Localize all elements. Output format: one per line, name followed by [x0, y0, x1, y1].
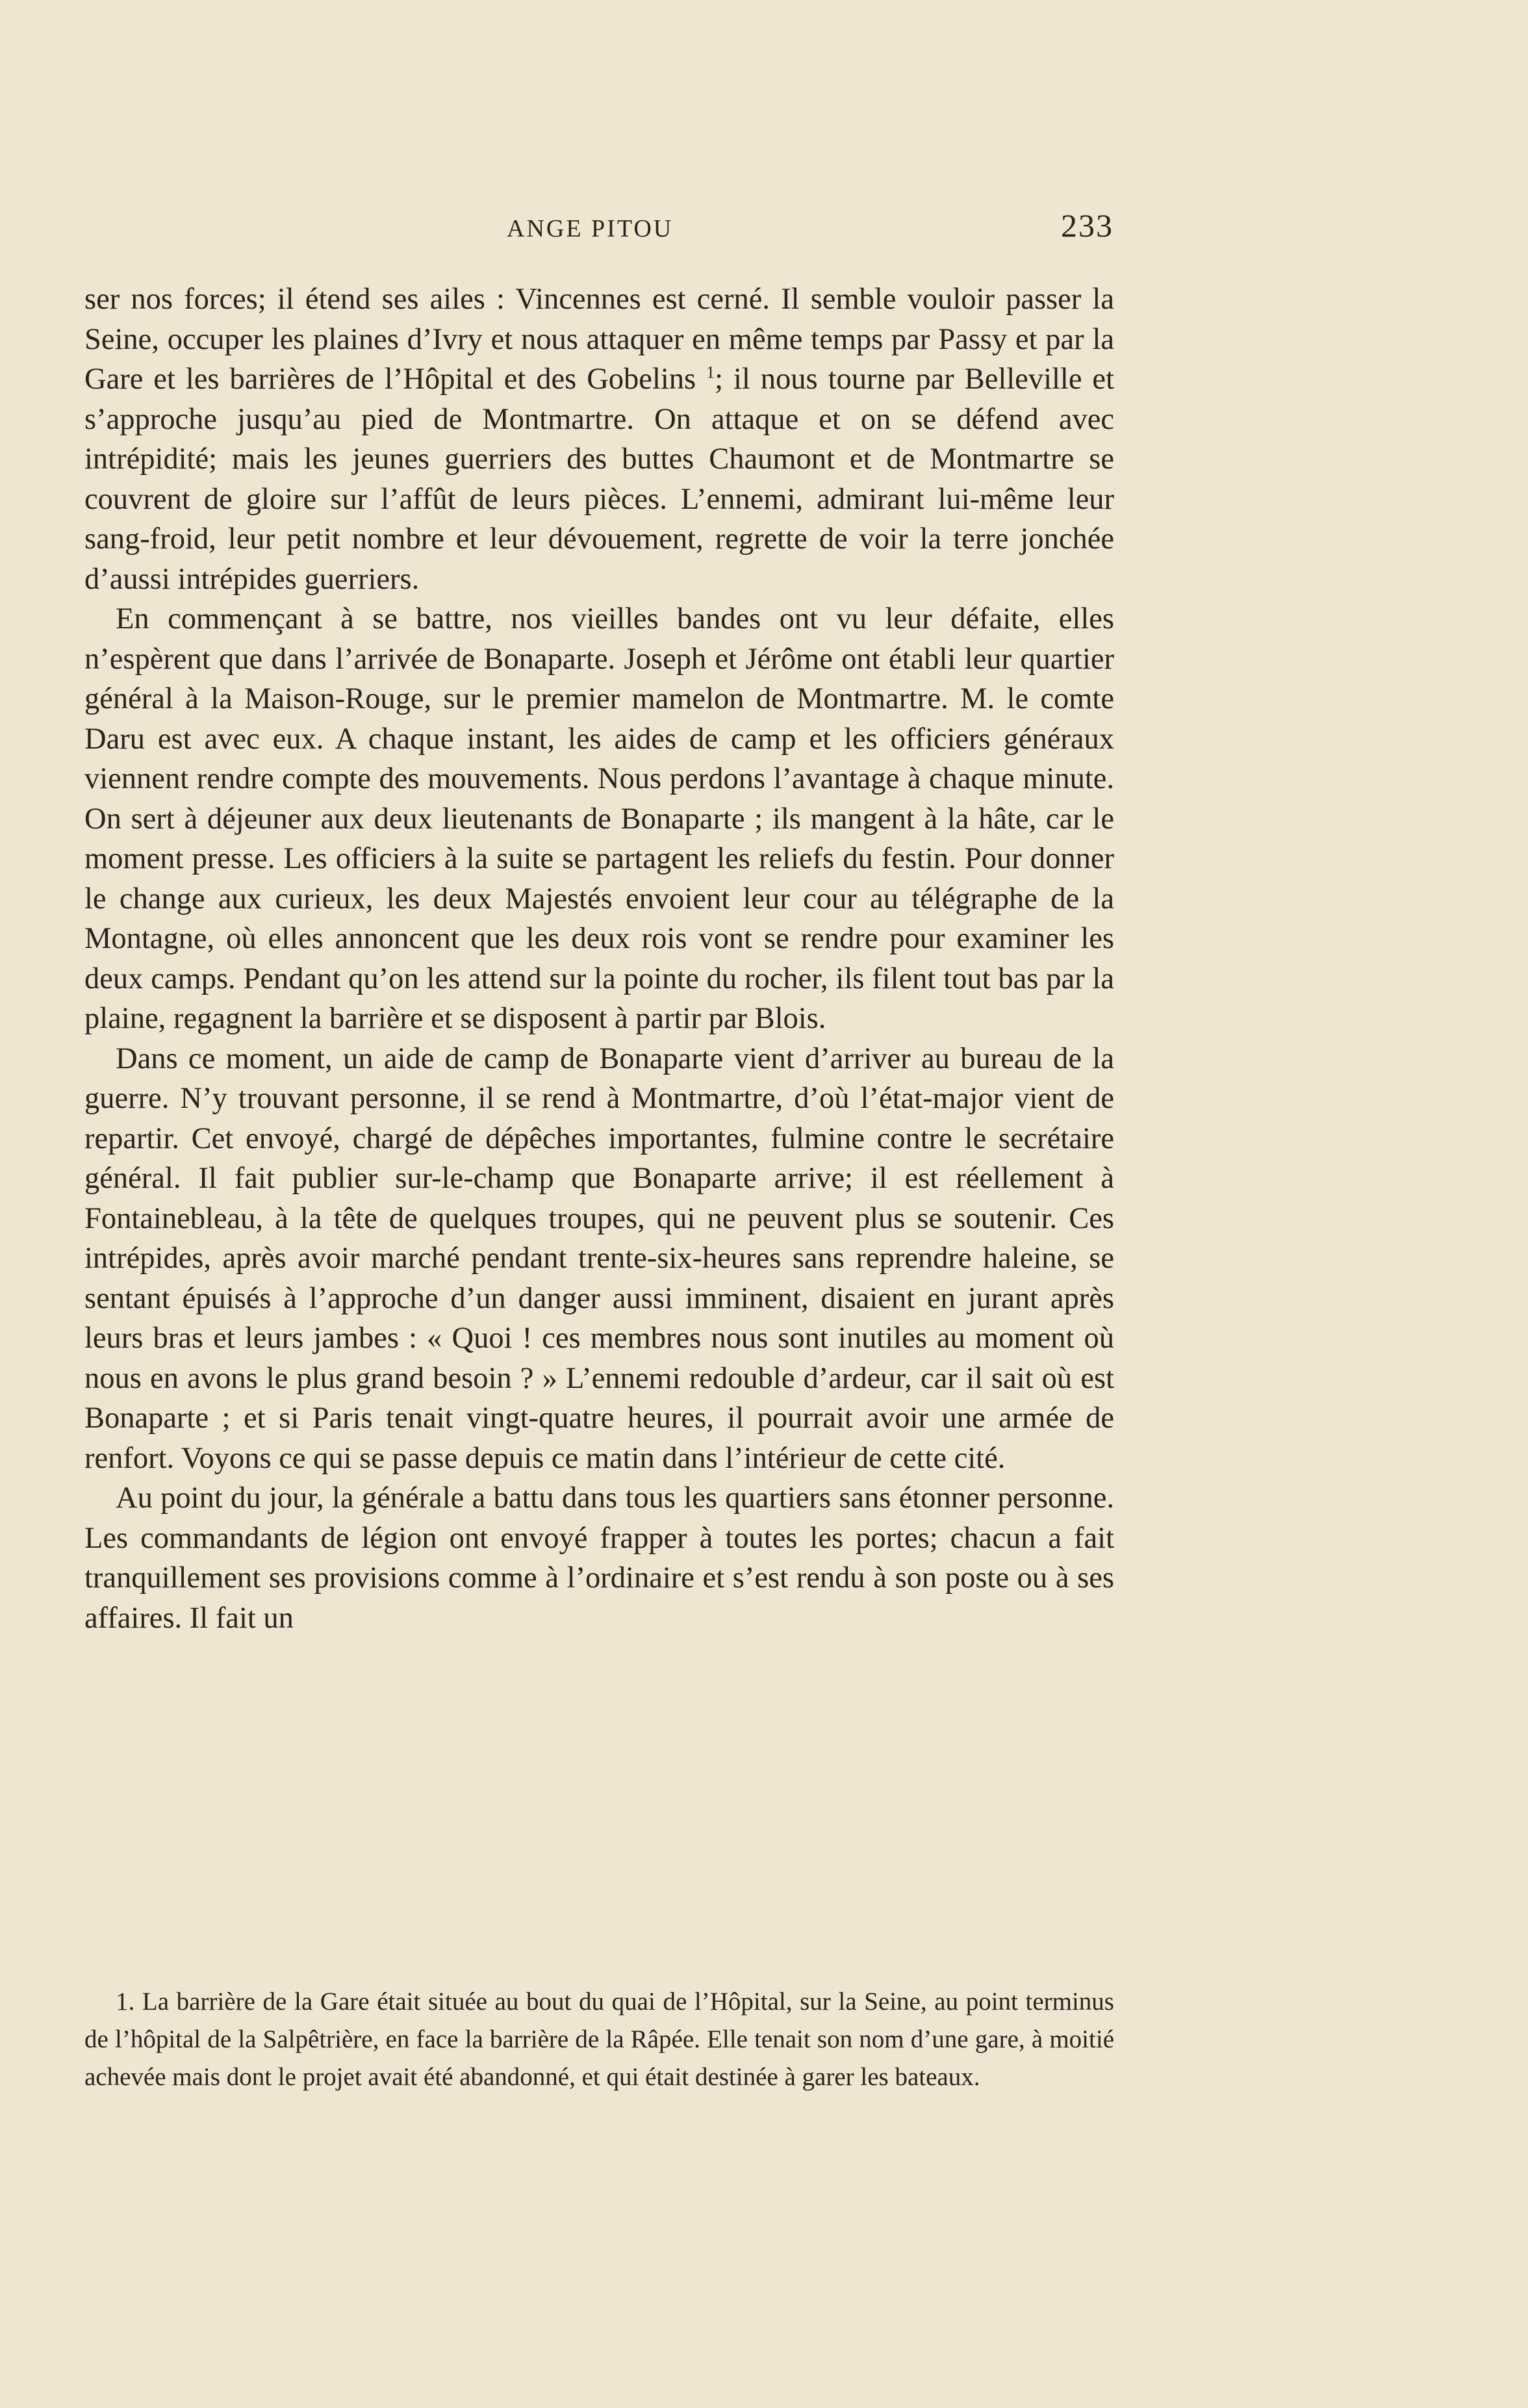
paragraph-1-text-a: ser nos forces; il étend ses ailes : Vincennes est cerné. Il semble vouloir passer la Seine, occuper les plaines d’Ivry et nous attaquer en même temps par Passy et par la Gare et les barrières de l’Hôpital et des Gobelins: [84, 283, 1114, 396]
body-text: [84, 279, 1114, 1638]
running-title: ANGE PITOU: [507, 215, 674, 242]
paragraph-1: [84, 279, 1114, 599]
footnote: [84, 1983, 1114, 2096]
paragraph-4: Au point du jour, la générale a battu dans tous les quartiers sans étonner personne. Les commandants de légion ont envoyé frapper à toutes les portes; chacun a fait tranquillement ses provisions comme à l’ordinaire et s’est rendu à son poste ou à ses affaires. Il fait un: [84, 1481, 1114, 1635]
footnote-text: 1. La barrière de la Gare était située au bout du quai de l’Hôpital, sur la Seine, au point terminus de l’hôpital de la Salpêtrière, en face la barrière de la Râpée. Elle tenait son nom d’une gare, à moitié achevée mais dont le projet avait été abandonné, et qui était destinée à garer les bateaux.: [84, 1988, 1114, 2091]
footnote-reference: 1: [706, 363, 715, 382]
paragraph-3: Dans ce moment, un aide de camp de Bonaparte vient d’arriver au bureau de la guerre. N’y trouvant personne, il se rend à Montmartre, d’où l’état-major vient de repartir. Cet envoyé, chargé de dépêches importantes, fulmine contre le secrétaire général. Il fait publier sur-le-champ que Bonaparte arrive; il est réellement à Fontainebleau, à la tête de quelques troupes, qui ne peuvent plus se soutenir. Ces intrépides, après avoir marché pendant trente-six-heures sans reprendre haleine, se sentant épuisés à l’approche d’un danger aussi imminent, disaient en jurant après leurs bras et leurs jambes : « Quoi ! ces membres nous sont inutiles au moment où nous en avons le plus grand besoin ? » L’ennemi redouble d’ardeur, car il sait où est Bonaparte ; et si Paris tenait vingt-quatre heures, il pourrait avoir une armée de renfort. Voyons ce qui se passe depuis ce matin dans l’intérieur de cette cité.: [84, 1042, 1114, 1475]
page-number: 233: [1061, 207, 1114, 244]
paragraph-1-text-b: ; il nous tourne par Belleville et s’approche jusqu’au pied de Montmartre. On attaque et on se défend avec intrépidité; mais les jeunes guerriers des buttes Chaumont et de Montmartre se couvrent de gloire sur l’affût de leurs pièces. L’ennemi, admirant lui-même leur sang-froid, leur petit nombre et leur dévouement, regrette de voir la terre jonchée d’aussi intrépides guerriers.: [84, 363, 1114, 596]
paragraph-2: En commençant à se battre, nos vieilles bandes ont vu leur défaite, elles n’espèrent que dans l’arrivée de Bonaparte. Joseph et Jérôme ont établi leur quartier général à la Maison-Rouge, sur le premier mamelon de Montmartre. M. le comte Daru est avec eux. A chaque instant, les aides de camp et les officiers généraux viennent rendre compte des mouvements. Nous perdons l’avantage à chaque minute. On sert à déjeuner aux deux lieutenants de Bonaparte ; ils mangent à la hâte, car le moment presse. Les officiers à la suite se partagent les reliefs du festin. Pour donner le change aux curieux, les deux Majestés envoient leur cour au télégraphe de la Montagne, où elles annoncent que les deux rois vont se rendre pour examiner les deux camps. Pendant qu’on les attend sur la pointe du rocher, ils filent tout bas par la plaine, regagnent la barrière et se disposent à partir par Blois.: [84, 602, 1114, 1035]
